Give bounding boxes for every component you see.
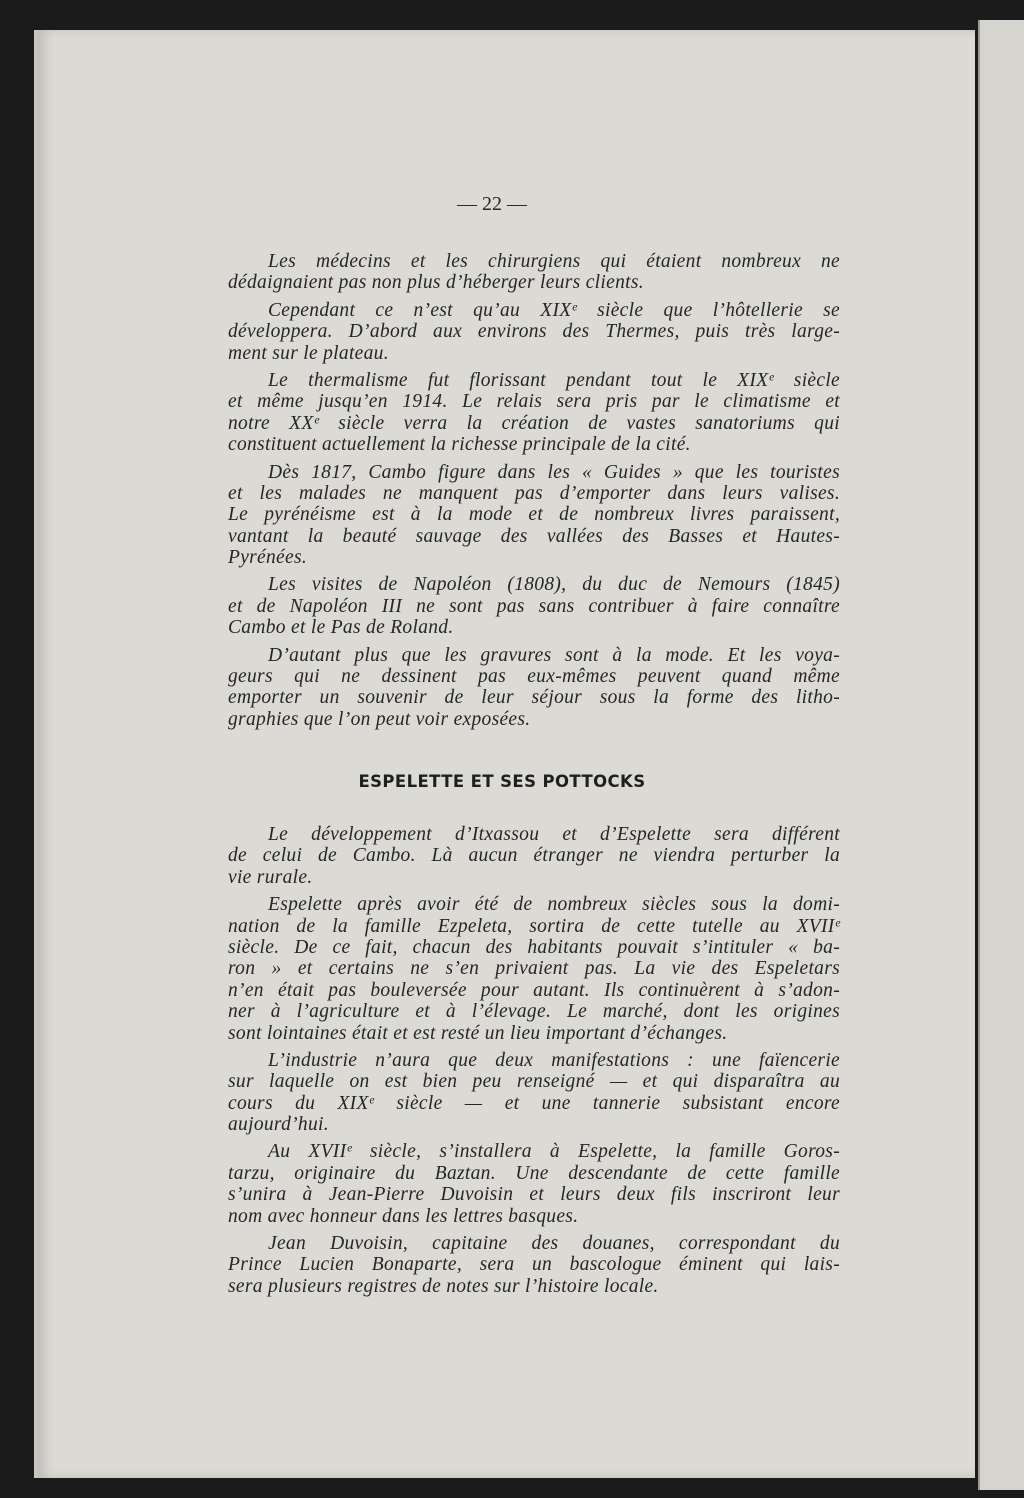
section-heading: ESPELETTE ET SES POTTOCKS (358, 772, 646, 791)
text-line: Les médecins et les chirurgiens qui étaient nombreux ne (268, 251, 840, 272)
page-number: — 22 — (457, 193, 527, 215)
text-line: Les visites de Napoléon (1808), du duc de Nemours (1845) (268, 574, 840, 596)
paragraph (228, 1141, 840, 1227)
text-line: Pyrénées. (228, 547, 308, 569)
text-line: ner à l’agriculture et à l’élevage. Le marché, dont les origines (228, 1001, 840, 1023)
text-line: emporter un souvenir de leur séjour sous la forme des litho- (228, 687, 840, 709)
text-line: siècle. De ce fait, chacun des habitants pouvait s’intituler « ba- (228, 936, 840, 958)
text-line: geurs qui ne dessinent pas eux-mêmes peuvent quand même (228, 666, 840, 688)
text-line: ron » et certains ne s’en privaient pas. La vie des Espeletars (228, 958, 840, 980)
text-line: sont lointaines était et est resté un lieu important d’échanges. (228, 1022, 728, 1044)
paragraph (228, 1233, 840, 1297)
text-line: Au XVIIᵉ siècle, s’installera à Espelette, la famille Goros- (268, 1141, 840, 1163)
text-line: Le pyrénéisme est à la mode et de nombreux livres paraissent, (228, 504, 840, 526)
text-line: tarzu, originaire du Baztan. Une descendante de cette famille (228, 1162, 840, 1184)
text-line: vantant la beauté sauvage des vallées des Basses et Hautes- (228, 525, 840, 547)
text-line: n’en était pas bouleversée pour autant. Ils continuèrent à s’adon- (228, 979, 840, 1001)
text-line: et de Napoléon III ne sont pas sans contribuer à faire connaître (228, 595, 840, 617)
text-line: cours du XIXᵉ siècle — et une tannerie subsistant encore (228, 1092, 840, 1114)
paragraph (228, 1050, 840, 1136)
text-line: ment sur le plateau. (228, 342, 389, 364)
text-line: Jean Duvoisin, capitaine des douanes, correspondant du (268, 1233, 840, 1255)
text-line: s’unira à Jean-Pierre Duvoisin et leurs deux fils inscriront leur (228, 1184, 840, 1206)
paragraph (228, 251, 840, 294)
paragraph (228, 574, 840, 638)
text-line: D’autant plus que les gravures sont à la mode. Et les voya- (268, 644, 840, 666)
paragraph (228, 894, 840, 1044)
text-line: développera. D’abord aux environs des Thermes, puis très large- (228, 321, 840, 343)
section-body-2 (228, 824, 840, 1297)
text-line: aujourd’hui. (228, 1114, 329, 1136)
paragraph (228, 824, 840, 888)
facing-page-edge (978, 20, 1024, 1490)
text-line: graphies que l’on peut voir exposées. (228, 708, 531, 730)
text-line: Cambo et le Pas de Roland. (228, 617, 454, 639)
text-line: Le développement d’Itxassou et d’Espelette sera différent (268, 824, 840, 845)
text-line: et même jusqu’en 1914. Le relais sera pris par le climatisme et (228, 391, 840, 413)
text-line: et les malades ne manquent pas d’emporter dans leurs valises. (228, 482, 840, 504)
text-line: dédaignaient pas non plus d’héberger leurs clients. (228, 272, 644, 294)
section-body-1 (228, 251, 840, 730)
text-line: vie rurale. (228, 866, 313, 888)
text-line: Prince Lucien Bonaparte, sera un bascologue éminent qui lais- (228, 1254, 840, 1276)
text-line: notre XXᵉ siècle verra la création de vastes sanatoriums qui (228, 412, 840, 434)
text-line: nation de la famille Ezpeleta, sortira de cette tutelle au XVIIᵉ (228, 915, 840, 937)
text-line: Cependant ce n’est qu’au XIXᵉ siècle que l’hôtellerie se (268, 299, 840, 321)
paragraph (228, 370, 840, 456)
text-line: nom avec honneur dans les lettres basques. (228, 1205, 579, 1227)
paragraph (228, 645, 840, 731)
paragraph (228, 462, 840, 569)
text-line: de celui de Cambo. Là aucun étranger ne viendra perturber la (228, 845, 840, 867)
text-line: sera plusieurs registres de notes sur l’histoire locale. (228, 1275, 659, 1297)
text-line: Le thermalisme fut florissant pendant tout le XIXᵉ siècle (268, 369, 840, 391)
text-line: Dès 1817, Cambo figure dans les « Guides » que les touristes (268, 461, 840, 483)
text-line: L’industrie n’aura que deux manifestations : une faïencerie (268, 1049, 840, 1071)
paragraph (228, 300, 840, 364)
text-line: Espelette après avoir été de nombreux siècles sous la domi- (268, 894, 840, 916)
text-line: sur laquelle on est bien peu renseigné — et qui disparaîtra au (228, 1071, 840, 1093)
text-line: constituent actuellement la richesse principale de la cité. (228, 434, 691, 456)
